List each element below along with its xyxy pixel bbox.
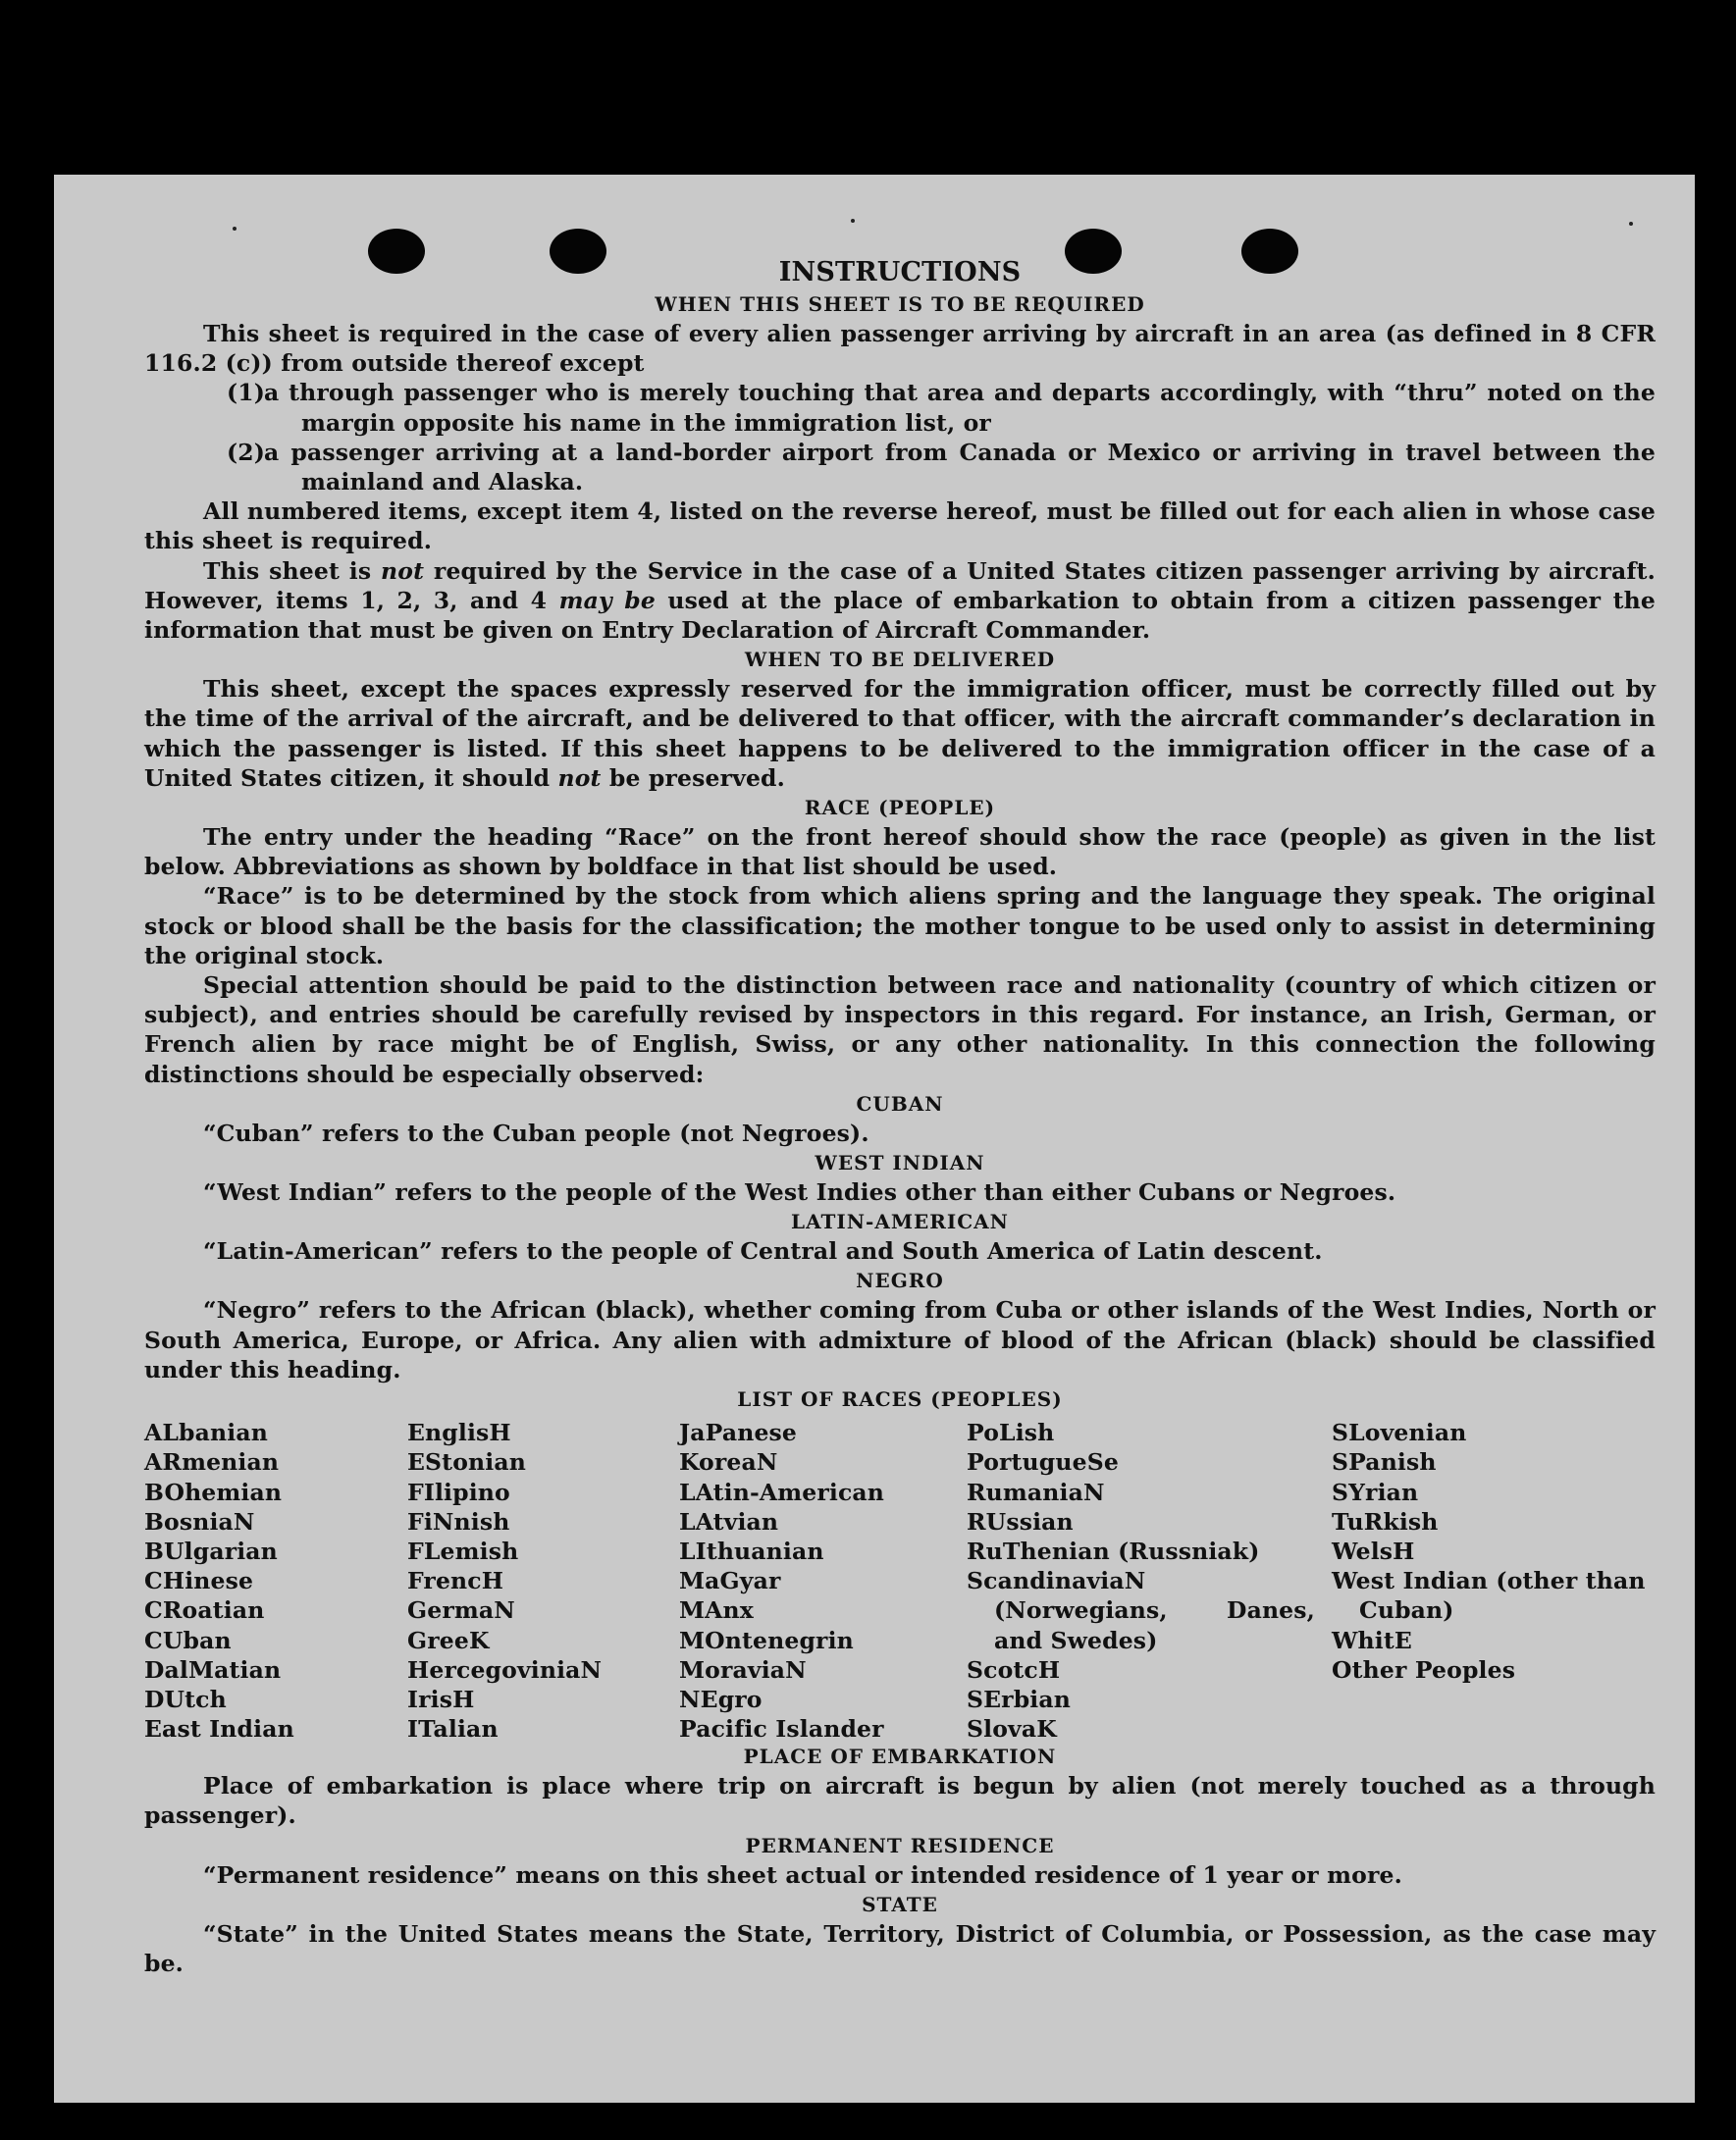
race-item: DalMatian [144, 1655, 282, 1684]
paragraph-delivered: This sheet, except the spaces expressly reserved for the immigration officer, must be correctly filled out by the time of the arrival of the aircraft, and be delivered to that officer, with the aircraft commander’s declaration in which the passenger is listed. If this sheet happens to be delivered to the immigration officer in the case of a United States citizen, it should not be preserved. [144, 675, 1656, 792]
race-item: Pacific Islander [679, 1715, 884, 1744]
race-item: MAnx [679, 1596, 754, 1625]
heading-permanent-residence: PERMANENT RESIDENCE [745, 1833, 1055, 1857]
race-item: PortugueSe [967, 1448, 1119, 1477]
race-item: WelsH [1332, 1537, 1415, 1565]
heading-when-delivered: WHEN TO BE DELIVERED [744, 648, 1056, 672]
document-sheet [54, 175, 1695, 2103]
race-item: LIthuanian [679, 1537, 824, 1565]
exception-item-2: (2)a passenger arriving at a land-border airport from Canada or Mexico or arriving in travel between the mainland and Alaska. [227, 438, 1656, 496]
race-item: DUtch [144, 1685, 227, 1713]
race-item: ITalian [407, 1715, 499, 1744]
race-item: HercegoviniaN [407, 1655, 603, 1684]
race-item: East Indian [144, 1715, 294, 1744]
heading-when-required: WHEN THIS SHEET IS TO BE REQUIRED [655, 292, 1145, 316]
paragraph-race-1: The entry under the heading “Race” on the front hereof should show the race (people) as given in the list below. Abbreviations as shown by boldface in that list should be used. [144, 823, 1656, 881]
speck [1629, 222, 1633, 226]
heading-state: STATE [862, 1892, 938, 1916]
race-item: MaGyar [679, 1567, 781, 1595]
speck [851, 219, 855, 223]
race-item: FrencH [407, 1567, 504, 1595]
paragraph-state: “State” in the United States means the State, Territory, District of Columbia, or Possession, as the case may be. [144, 1919, 1656, 1977]
race-item: BUlgarian [144, 1537, 278, 1565]
race-item: ScandinaviaN (Norwegians, Danes, and Swedes) [967, 1567, 1315, 1654]
race-item: SLovenian [1332, 1419, 1467, 1447]
race-item: West Indian (other than Cuban) [1332, 1567, 1646, 1625]
race-column-2 [407, 1418, 682, 1744]
paragraph-residence: “Permanent residence” means on this sheet actual or intended residence of 1 year or more. [203, 1860, 1402, 1889]
paragraph-required: This sheet is required in the case of every alien passenger arriving by aircraft in an area (as defined in 8 CFR 116.2 (c)) from outside thereof except [144, 320, 1656, 378]
page-title: INSTRUCTIONS [778, 257, 1022, 287]
paragraph-race-3: Special attention should be paid to the distinction between race and nationality (country of which citizen or subject), and entries should be carefully revised by inspectors in this regard. For instance, an Irish, German, or French alien by race might be of English, Swiss, or any other nationality. In this connection the following distinctions should be especially observed: [144, 971, 1656, 1088]
race-item: CUban [144, 1626, 232, 1654]
race-item: SlovaK [967, 1715, 1057, 1744]
heading-place-of-embarkation: PLACE OF EMBARKATION [743, 1745, 1057, 1769]
paragraph-embarkation: Place of embarkation is place where trip on aircraft is begun by alien (not merely touched as a through passenger). [144, 1772, 1656, 1830]
paragraph-latin-american: “Latin-American” refers to the people of Central and South America of Latin descent. [203, 1237, 1323, 1266]
paragraph-numbered-items: All numbered items, except item 4, listed on the reverse hereof, must be filled out for each alien in whose case this sheet is required. [144, 497, 1656, 555]
paragraph-race-2: “Race” is to be determined by the stock from which aliens spring and the language they speak. The original stock or blood shall be the basis for the classification; the mother tongue to be used only to assist in determining the original stock. [144, 882, 1656, 969]
paragraph-citizen: This sheet is not required by the Service in the case of a United States citizen passenger arriving by aircraft. However, items 1, 2, 3, and 4 may be used at the place of embarkation to obtain from a citizen passenger the information that must be given on Entry Declaration of Aircraft Commander. [144, 556, 1656, 645]
race-item: SPanish [1332, 1448, 1437, 1477]
race-item: TuRkish [1332, 1507, 1439, 1536]
race-column-4 [967, 1418, 1315, 1744]
race-item: CHinese [144, 1567, 254, 1595]
exception-item-1: (1)a through passenger who is merely touching that area and departs accordingly, with “thru” noted on the margin opposite his name in the immigration list, or [227, 379, 1656, 437]
race-item: MoraviaN [679, 1655, 807, 1684]
heading-cuban: CUBAN [856, 1091, 944, 1116]
race-column-3 [679, 1418, 964, 1744]
paragraph-negro: “Negro” refers to the African (black), whether coming from Cuba or other islands of the West Indies, North or South America, Europe, or Africa. Any alien with admixture of blood of the African (black) should be classified under this heading. [144, 1296, 1656, 1383]
race-item: FiNnish [407, 1507, 510, 1536]
race-item: Other Peoples [1332, 1655, 1516, 1684]
race-item: BOhemian [144, 1478, 283, 1506]
paragraph-west-indian: “West Indian” refers to the people of the West Indies other than either Cubans or Negroes. [203, 1178, 1396, 1207]
race-item: GreeK [407, 1626, 490, 1654]
race-item: RUssian [967, 1507, 1074, 1536]
race-item: RuThenian (Russniak) [967, 1537, 1260, 1565]
race-item: EnglisH [407, 1419, 511, 1447]
heading-west-indian: WEST INDIAN [815, 1151, 985, 1175]
heading-latin-american: LATIN-AMERICAN [791, 1210, 1009, 1234]
race-item: BosniaN [144, 1507, 255, 1536]
race-item: ScotcH [967, 1655, 1061, 1684]
race-item: JaPanese [679, 1419, 798, 1447]
instructions-content [144, 256, 1656, 1978]
race-item: KoreaN [679, 1448, 778, 1477]
race-list [144, 1418, 1656, 1742]
race-item: NEgro [679, 1685, 763, 1713]
speck [233, 227, 237, 231]
heading-race: RACE (PEOPLE) [804, 796, 996, 820]
heading-negro: NEGRO [856, 1269, 944, 1293]
paragraph-cuban: “Cuban” refers to the Cuban people (not Negroes). [203, 1119, 869, 1147]
race-item: FLemish [407, 1537, 519, 1565]
race-item: IrisH [407, 1685, 475, 1713]
race-item: MOntenegrin [679, 1626, 854, 1654]
race-column-1 [144, 1418, 399, 1744]
race-item: GermaN [407, 1596, 515, 1625]
heading-list-of-races: LIST OF RACES (PEOPLES) [737, 1387, 1063, 1412]
race-column-5 [1332, 1418, 1646, 1685]
race-item: SYrian [1332, 1478, 1419, 1506]
race-item: PoLish [967, 1419, 1055, 1447]
race-item: FIlipino [407, 1478, 510, 1506]
race-item: ALbanian [144, 1419, 268, 1447]
race-item: LAtin-American [679, 1478, 885, 1506]
race-item: EStonian [407, 1448, 526, 1477]
race-item: ARmenian [144, 1448, 280, 1477]
race-item: RumaniaN [967, 1478, 1105, 1506]
race-item: WhitE [1332, 1626, 1412, 1654]
race-item: SErbian [967, 1685, 1071, 1713]
race-item: LAtvian [679, 1507, 779, 1536]
race-item: CRoatian [144, 1596, 265, 1625]
